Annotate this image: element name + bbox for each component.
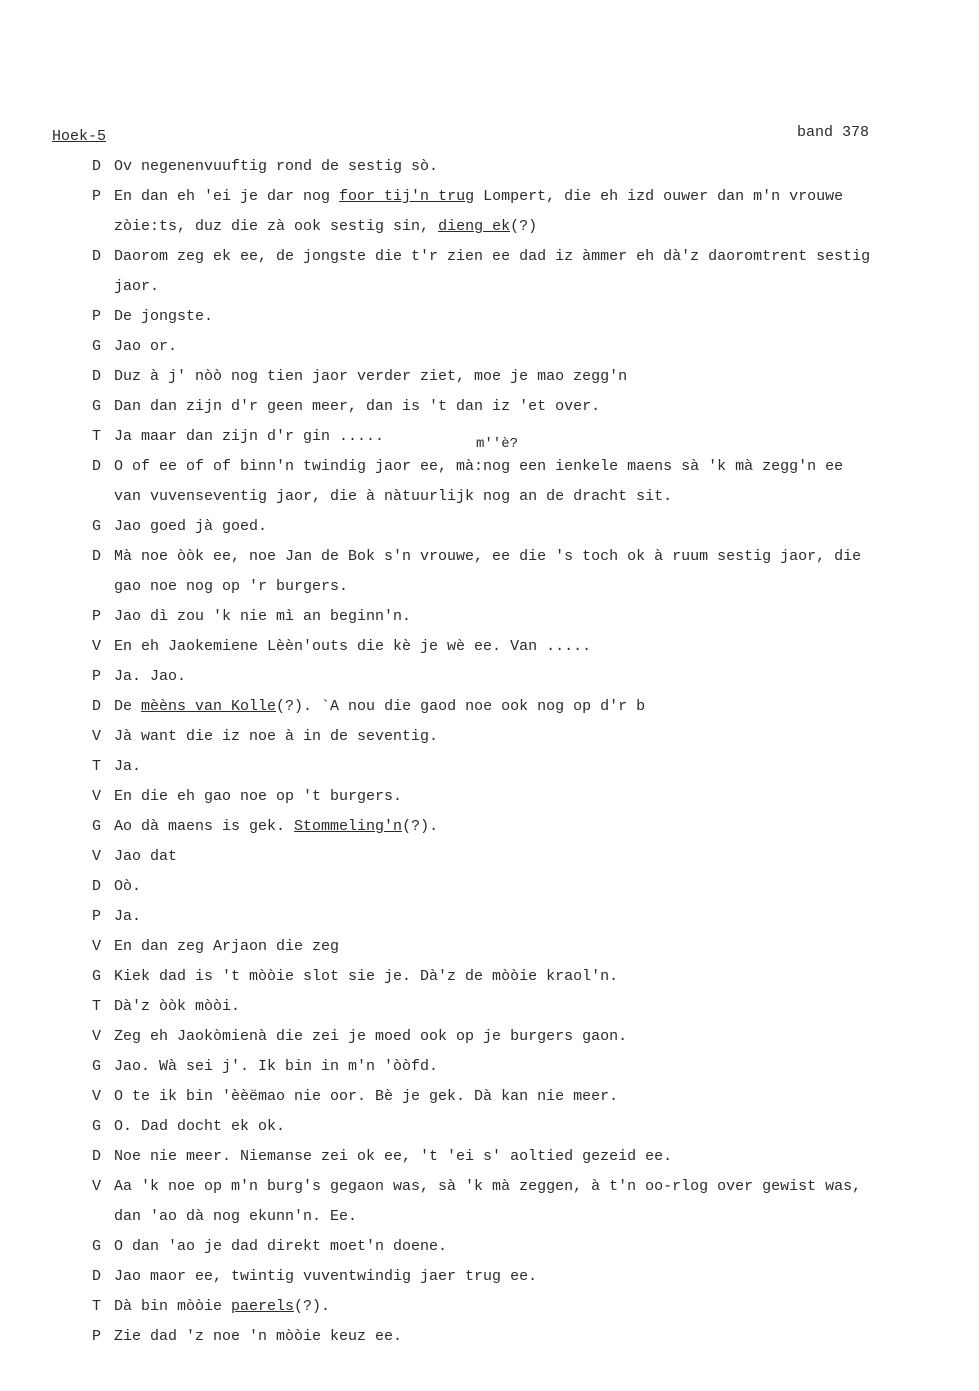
speaker-label: G: [92, 968, 102, 985]
transcript-line: [0, 332, 979, 362]
line-text: [114, 782, 402, 812]
transcript: [0, 152, 979, 1352]
transcript-line: [0, 542, 979, 572]
line-text: [114, 1082, 618, 1112]
line-text: [114, 722, 438, 752]
speaker-label: P: [92, 1328, 102, 1345]
line-text: [114, 812, 438, 842]
line-text-part: Dà'z òòk mòòi.: [114, 998, 241, 1015]
line-text: [114, 842, 177, 872]
transcript-line: [0, 722, 979, 752]
line-text: [114, 362, 627, 392]
transcript-line: [0, 812, 979, 842]
line-text: [114, 932, 339, 962]
line-text: [114, 332, 177, 362]
transcript-line: [0, 212, 979, 242]
line-text-part: Jao or.: [114, 338, 178, 355]
speaker-label: D: [92, 368, 102, 385]
speaker-label: D: [92, 548, 102, 565]
line-text: [114, 602, 411, 632]
transcript-line: [0, 902, 979, 932]
line-text: [114, 272, 159, 302]
transcript-line: [0, 602, 979, 632]
line-text-part: Ov negenenvuuftig rond de sestig sò.: [114, 158, 439, 175]
transcript-line: [0, 842, 979, 872]
line-text: [114, 662, 186, 692]
speaker-label: G: [92, 518, 102, 535]
line-text: [114, 572, 348, 602]
speaker-label: P: [92, 188, 102, 205]
line-text-part: van vuvenseventig jaor, die à nàtuurlijk nog an de dracht sit.: [114, 488, 673, 505]
line-text-part: zòie:ts, duz die zà ook sestig sin,: [114, 218, 439, 235]
speaker-label: T: [92, 758, 102, 775]
speaker-label: G: [92, 1118, 102, 1135]
line-text-part: Aa 'k noe op m'n burg's gegaon was, sà 'k mà zeggen, à t'n oo-rlog over gewist was,: [114, 1178, 862, 1195]
speaker-label: V: [92, 1178, 102, 1195]
transcript-line: [0, 1052, 979, 1082]
line-text: [114, 962, 618, 992]
line-text: [114, 542, 861, 572]
line-text-part: Zie dad 'z noe 'n mòòie keuz ee.: [114, 1328, 403, 1345]
line-text: [114, 992, 240, 1022]
transcript-line: [0, 872, 979, 902]
transcript-line: [0, 632, 979, 662]
line-text-part: En die eh gao noe op 't burgers.: [114, 788, 403, 805]
transcript-line: [0, 1262, 979, 1292]
transcript-line: [0, 692, 979, 722]
line-text: [114, 242, 870, 272]
line-text: [114, 902, 141, 932]
transcript-line: [0, 512, 979, 542]
speaker-label: D: [92, 698, 102, 715]
transcript-line: [0, 572, 979, 602]
speaker-label: G: [92, 398, 102, 415]
line-text: [114, 392, 600, 422]
transcript-line: [0, 932, 979, 962]
line-text-part: Jao. Wà sei j'. Ik bin in m'n 'òòfd.: [114, 1058, 439, 1075]
transcript-line: [0, 1172, 979, 1202]
speaker-label: D: [92, 158, 102, 175]
speaker-label: V: [92, 848, 102, 865]
transcript-line: [0, 1292, 979, 1322]
line-text: [114, 302, 213, 332]
underlined-text: paerels: [231, 1298, 295, 1315]
line-text-part: Ja maar dan zijn d'r gin .....: [114, 428, 385, 445]
line-text-part: Daorom zeg ek ee, de jongste die t'r zien ee dad iz àmmer eh dà'z daoromtrent sestig: [114, 248, 871, 265]
speaker-label: P: [92, 308, 102, 325]
transcript-line: [0, 1142, 979, 1172]
line-text: [114, 1172, 861, 1202]
speaker-label: G: [92, 818, 102, 835]
line-text-part: De jongste.: [114, 308, 214, 325]
transcript-line: [0, 152, 979, 182]
speaker-label: D: [92, 878, 102, 895]
transcript-line: [0, 1082, 979, 1112]
line-text: [114, 872, 141, 902]
speaker-label: V: [92, 728, 102, 745]
line-text-part: Jao dat: [114, 848, 178, 865]
line-text: [114, 1142, 672, 1172]
transcript-line: [0, 1022, 979, 1052]
line-text: [114, 182, 843, 212]
line-text-part: De: [114, 698, 142, 715]
line-text-part: Jà want die iz noe à in de seventig.: [114, 728, 439, 745]
transcript-line: [0, 482, 979, 512]
line-text-part: dan 'ao dà nog ekunn'n. Ee.: [114, 1208, 358, 1225]
line-text: [114, 692, 645, 722]
line-text-part: En dan eh 'ei je dar nog: [114, 188, 340, 205]
line-text: [114, 422, 384, 452]
underlined-text: foor tij'n trug: [339, 188, 475, 205]
transcript-line: [0, 1112, 979, 1142]
line-text-part: Ao dà maens is gek.: [114, 818, 295, 835]
line-text-part: Duz à j' nòò nog tien jaor verder ziet, moe je mao zegg'n: [114, 368, 628, 385]
line-text-part: Noe nie meer. Niemanse zei ok ee, 't 'ei s' aoltied gezeid ee.: [114, 1148, 673, 1165]
speaker-label: V: [92, 638, 102, 655]
transcript-line: [0, 752, 979, 782]
line-text: [114, 1232, 447, 1262]
line-text: [114, 452, 843, 482]
speaker-label: P: [92, 608, 102, 625]
line-text-part: Dà bin mòòie: [114, 1298, 232, 1315]
speaker-label: P: [92, 908, 102, 925]
header-right: band 378: [797, 124, 870, 141]
speaker-label: D: [92, 458, 102, 475]
transcript-line: [0, 992, 979, 1022]
line-text-part: O. Dad docht ek ok.: [114, 1118, 286, 1135]
line-text: [114, 1022, 627, 1052]
line-text: [114, 632, 591, 662]
transcript-line: [0, 1202, 979, 1232]
line-text: [114, 482, 672, 512]
transcript-line: [0, 662, 979, 692]
speaker-label: P: [92, 668, 102, 685]
line-text: [114, 152, 438, 182]
line-text: [114, 752, 141, 782]
line-text-part: En eh Jaokemiene Lèèn'outs die kè je wè ee. Van .....: [114, 638, 592, 655]
line-text-part: Ja.: [114, 908, 142, 925]
line-text-part: Jao maor ee, twintig vuventwindig jaer trug ee.: [114, 1268, 538, 1285]
margin-note: m''è?: [476, 436, 519, 452]
line-text-part: Jao dì zou 'k nie mì an beginn'n.: [114, 608, 412, 625]
line-text-part: jaor.: [114, 278, 160, 295]
underlined-text: Stommeling'n: [294, 818, 403, 835]
line-text-part: (?).: [402, 818, 439, 835]
line-text-part: Dan dan zijn d'r geen meer, dan is 't dan iz 'et over.: [114, 398, 601, 415]
speaker-label: T: [92, 428, 102, 445]
speaker-label: G: [92, 338, 102, 355]
speaker-label: G: [92, 1058, 102, 1075]
speaker-label: D: [92, 1148, 102, 1165]
line-text: [114, 1322, 402, 1352]
line-text-part: En dan zeg Arjaon die zeg: [114, 938, 340, 955]
speaker-label: G: [92, 1238, 102, 1255]
header-left: Hoek-5: [52, 128, 107, 145]
speaker-label: V: [92, 938, 102, 955]
transcript-line: [0, 272, 979, 302]
line-text-part: Ja.: [114, 758, 142, 775]
line-text: [114, 1112, 285, 1142]
line-text-part: Zeg eh Jaokòmienà die zei je moed ook op je burgers gaon.: [114, 1028, 628, 1045]
speaker-label: D: [92, 1268, 102, 1285]
speaker-label: V: [92, 1088, 102, 1105]
line-text-part: Kiek dad is 't mòòie slot sie je. Dà'z de mòòie kraol'n.: [114, 968, 619, 985]
speaker-label: V: [92, 788, 102, 805]
underlined-text: dieng ek: [438, 218, 511, 235]
transcript-line: [0, 1322, 979, 1352]
transcript-line: [0, 182, 979, 212]
line-text-part: (?).: [294, 1298, 331, 1315]
line-text: [114, 512, 267, 542]
line-text-part: gao noe nog op 'r burgers.: [114, 578, 349, 595]
line-text: [114, 1052, 438, 1082]
line-text-part: Ja. Jao.: [114, 668, 187, 685]
line-text-part: O of ee of of binn'n twindig jaor ee, mà:nog een ienkele maens sà 'k mà zegg'n ee: [114, 458, 844, 475]
transcript-line: [0, 422, 979, 452]
transcript-line: [0, 782, 979, 812]
line-text-part: O dan 'ao je dad direkt moet'n doene.: [114, 1238, 448, 1255]
transcript-line: [0, 1232, 979, 1262]
underlined-text: mèèns van Kolle: [141, 698, 277, 715]
line-text-part: Lompert, die eh izd ouwer dan m'n vrouwe: [474, 188, 844, 205]
line-text-part: (?): [510, 218, 538, 235]
speaker-label: D: [92, 248, 102, 265]
line-text: [114, 1202, 357, 1232]
line-text-part: Jao goed jà goed.: [114, 518, 268, 535]
line-text: [114, 212, 537, 242]
transcript-line: [0, 452, 979, 482]
speaker-label: T: [92, 998, 102, 1015]
speaker-label: T: [92, 1298, 102, 1315]
transcript-line: [0, 242, 979, 272]
speaker-label: V: [92, 1028, 102, 1045]
line-text: [114, 1262, 537, 1292]
transcript-line: [0, 962, 979, 992]
line-text-part: Oò.: [114, 878, 142, 895]
transcript-line: [0, 302, 979, 332]
line-text-part: O te ik bin 'èèëmao nie oor. Bè je gek. Dà kan nie meer.: [114, 1088, 619, 1105]
transcript-line: [0, 362, 979, 392]
line-text-part: Mà noe òòk ee, noe Jan de Bok s'n vrouwe, ee die 's toch ok à ruum sestig jaor, die: [114, 548, 862, 565]
line-text-part: (?). `A nou die gaod noe ook nog op d'r b: [276, 698, 646, 715]
line-text: [114, 1292, 330, 1322]
transcript-line: [0, 392, 979, 422]
